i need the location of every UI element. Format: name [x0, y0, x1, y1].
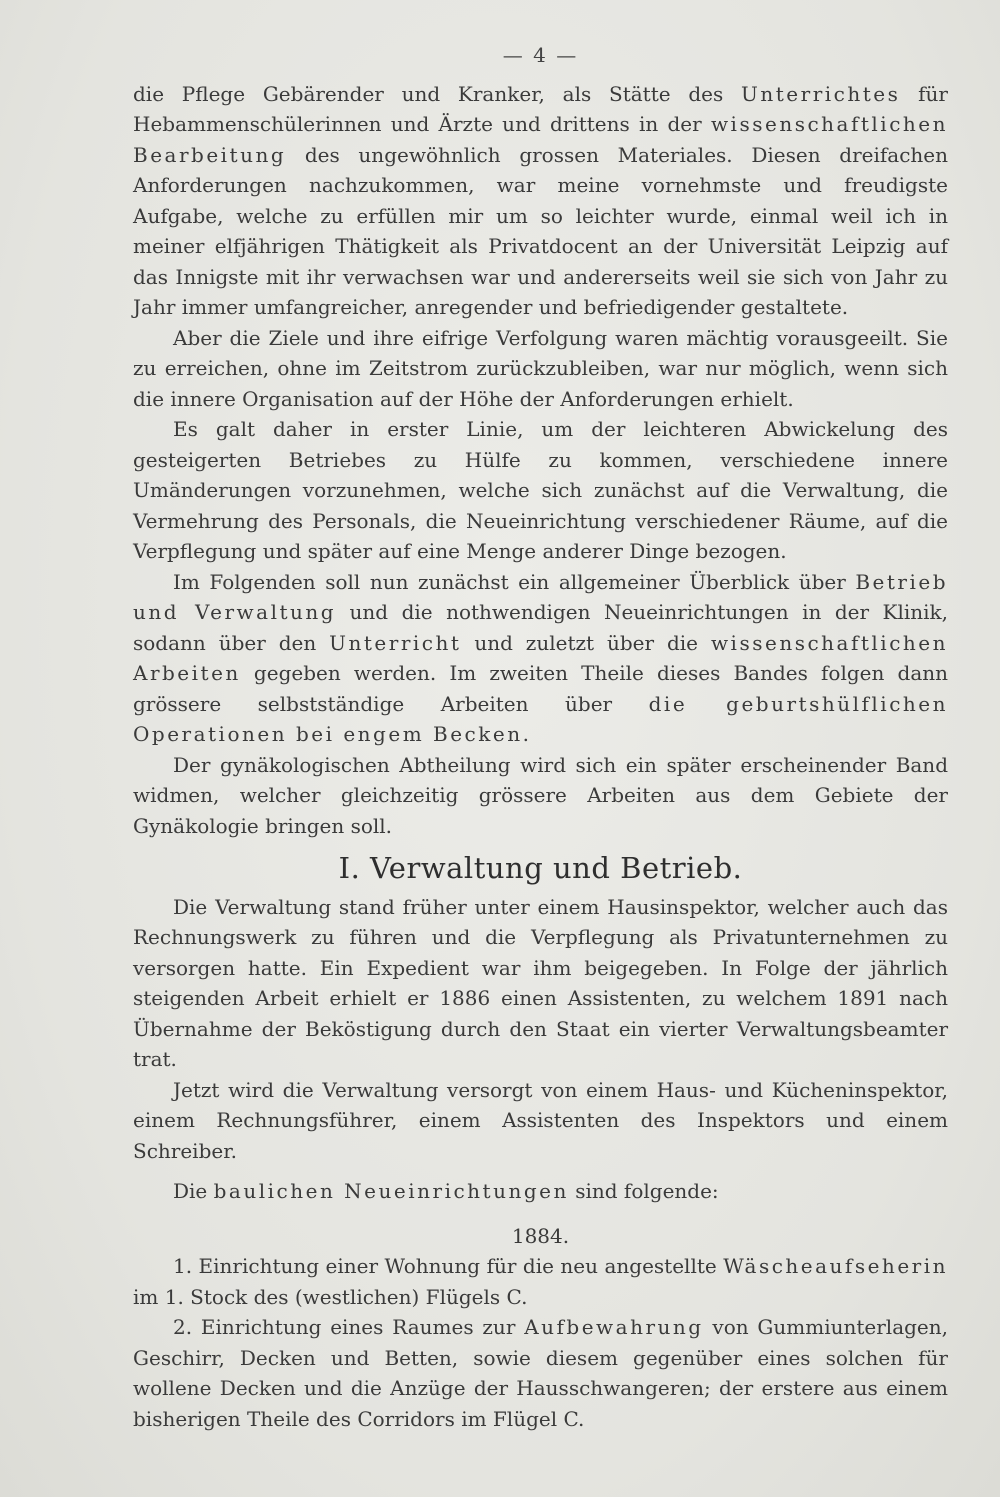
spaced-emphasis: Aufbewahrung [524, 1315, 704, 1339]
spaced-emphasis: Unterrichtes [741, 81, 901, 106]
spaced-emphasis: wissenschaftlichen Arbeiten [133, 630, 948, 685]
text-run: im 1. Stock des (westlichen) Flügels C. [133, 1284, 528, 1309]
text-run: Im Folgenden soll nun zunächst ein allgemeiner Überblick über [173, 569, 856, 594]
paragraph-3: Es galt daher in erster Linie, um der leichteren Abwickelung des gesteigerten Betriebes zu Hülfe zu kommen, verschiedene innere Umänderungen vorzunehmen, welche sich zunächst auf die Verwaltung, die Vermehrung des Personals, die Neueinrichtung verschiedener Räume, auf die Verpflegung und später auf eine Menge anderer Dinge bezogen. [133, 417, 948, 563]
paragraph-1 [133, 79, 948, 323]
text-run: von Gummiunterlagen, Geschirr, Decken und Betten, sowie diesem gegenüber eines solchen für wollene Decken und die Anzüge der Hausschwangeren; der erstere aus einem bisherigen Theile des Corridors im Flügel C. [133, 1315, 949, 1431]
list-item-1 [133, 1251, 948, 1312]
list-item-2 [133, 1312, 948, 1434]
spaced-emphasis: Betrieb und Verwaltung [133, 569, 948, 624]
page-number: — 4 — [502, 43, 579, 67]
spaced-emphasis: wissenschaftlichen Bearbeitung [133, 112, 948, 167]
paragraph-8 [133, 1176, 948, 1207]
text-run: und die nothwendigen Neueinrichtungen in der Klinik, sodann über den [133, 600, 948, 655]
paragraph-2: Aber die Ziele und ihre eifrige Verfolgung waren mächtig vorausgeeilt. Sie zu erreichen, ohne im Zeitstrom zurückzubleiben, war nur möglich, wenn sich die innere Organisation auf der Höhe der Anforderungen erhielt. [133, 325, 948, 411]
text-run: Die [173, 1179, 214, 1203]
text-run: 2. Einrichtung eines Raumes zur [173, 1315, 525, 1339]
text-run: 1. Einrichtung einer Wohnung für die neu angestellte [173, 1254, 724, 1278]
text-run: für Hebammenschülerinnen und Ärzte und drittens in der [133, 81, 948, 136]
text-run: gegeben werden. Im zweiten Theile dieses Bandes folgen dann grössere selbstständige Arbeiten über [133, 661, 948, 716]
spaced-emphasis: Wäscheaufseherin [723, 1254, 948, 1278]
spaced-emphasis: die geburtshülflichen Operationen bei engem Becken. [133, 691, 949, 746]
paragraph-5: Der gynäkologischen Abtheilung wird sich ein später erscheinender Band widmen, welcher gleichzeitig grössere Arbeiten aus dem Gebiete der Gynäkologie bringen soll. [133, 752, 948, 838]
spaced-emphasis: Unterricht [329, 630, 462, 655]
text-body [133, 40, 948, 1434]
text-run: sind folgende: [568, 1179, 719, 1203]
section-heading: I. Verwaltung und Betrieb. [338, 851, 743, 885]
paragraph-6: Die Verwaltung stand früher unter einem Hausinspektor, welcher auch das Rechnungswerk zu führen und die Verpflegung als Privatunternehmen zu versorgen hatte. Ein Expedient war ihm beigegeben. In Folge der jährlich steigenden Arbeit erhielt er 1886 einen Assistenten, zu welchem 1891 nach Übernahme der Beköstigung durch den Staat ein vierter Verwaltungsbeamter trat. [133, 894, 948, 1071]
text-run: die Pflege Gebärender und Kranker, als Stätte des [133, 81, 742, 106]
text-run: und zuletzt über die [461, 630, 711, 655]
spaced-emphasis: baulichen Neueinrichtungen [213, 1179, 569, 1203]
year-heading: 1884. [511, 1223, 570, 1248]
paragraph-7: Jetzt wird die Verwaltung versorgt von einem Haus- und Kücheninspektor, einem Rechnungsführer, einem Assistenten des Inspektors und einem Schreiber. [133, 1077, 948, 1163]
text-run: des ungewöhnlich grossen Materiales. Diesen dreifachen Anforderungen nachzukommen, war meine vornehmste und freudigste Aufgabe, welche zu erfüllen mir um so leichter wurde, einmal weil ich in meiner elfjährigen Thätigkeit als Privatdocent an der Universität Leipzig auf das Innigste mit ihr verwachsen war und andererseits weil sie sich von Jahr zu Jahr immer umfangreicher, anregender und befriedigender gestaltete. [133, 142, 948, 319]
paragraph-4 [133, 567, 948, 750]
